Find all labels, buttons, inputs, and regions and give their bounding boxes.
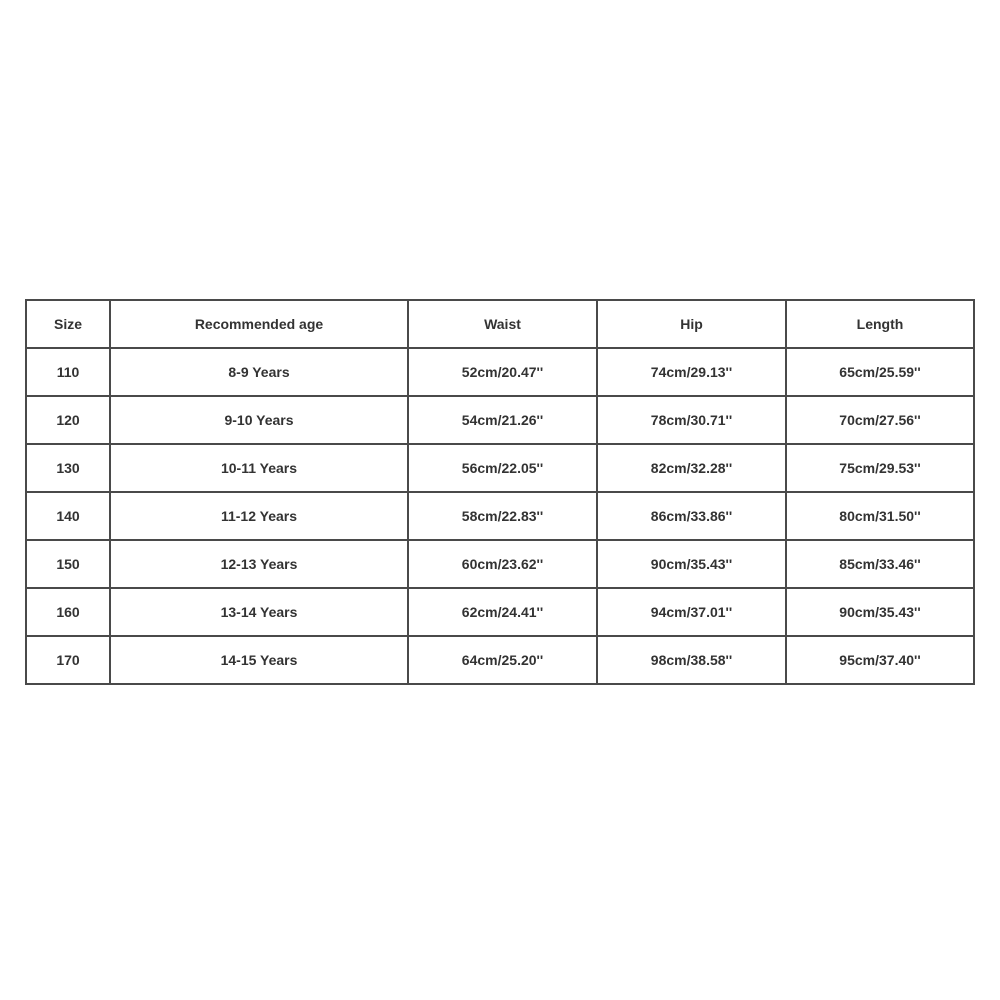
cell-hip: 94cm/37.01'' <box>597 588 786 636</box>
cell-length: 65cm/25.59'' <box>786 348 974 396</box>
cell-recommended-age: 14-15 Years <box>110 636 408 684</box>
cell-size: 170 <box>26 636 110 684</box>
cell-hip: 74cm/29.13'' <box>597 348 786 396</box>
cell-recommended-age: 9-10 Years <box>110 396 408 444</box>
cell-size: 110 <box>26 348 110 396</box>
table-row <box>26 444 974 492</box>
cell-waist: 62cm/24.41'' <box>408 588 597 636</box>
header-size: Size <box>26 300 110 348</box>
table-row <box>26 540 974 588</box>
cell-size: 150 <box>26 540 110 588</box>
cell-hip: 98cm/38.58'' <box>597 636 786 684</box>
cell-size: 130 <box>26 444 110 492</box>
cell-waist: 58cm/22.83'' <box>408 492 597 540</box>
cell-recommended-age: 10-11 Years <box>110 444 408 492</box>
cell-hip: 82cm/32.28'' <box>597 444 786 492</box>
cell-length: 80cm/31.50'' <box>786 492 974 540</box>
cell-length: 75cm/29.53'' <box>786 444 974 492</box>
cell-waist: 56cm/22.05'' <box>408 444 597 492</box>
cell-hip: 86cm/33.86'' <box>597 492 786 540</box>
cell-size: 140 <box>26 492 110 540</box>
header-length: Length <box>786 300 974 348</box>
cell-recommended-age: 11-12 Years <box>110 492 408 540</box>
cell-length: 85cm/33.46'' <box>786 540 974 588</box>
header-recommended-age: Recommended age <box>110 300 408 348</box>
cell-waist: 54cm/21.26'' <box>408 396 597 444</box>
cell-waist: 60cm/23.62'' <box>408 540 597 588</box>
cell-hip: 90cm/35.43'' <box>597 540 786 588</box>
cell-waist: 52cm/20.47'' <box>408 348 597 396</box>
table-row <box>26 396 974 444</box>
cell-recommended-age: 12-13 Years <box>110 540 408 588</box>
cell-length: 70cm/27.56'' <box>786 396 974 444</box>
table-row <box>26 492 974 540</box>
cell-length: 90cm/35.43'' <box>786 588 974 636</box>
cell-hip: 78cm/30.71'' <box>597 396 786 444</box>
table-row <box>26 588 974 636</box>
table-row <box>26 636 974 684</box>
header-waist: Waist <box>408 300 597 348</box>
header-hip: Hip <box>597 300 786 348</box>
size-chart-table <box>25 299 975 685</box>
cell-recommended-age: 13-14 Years <box>110 588 408 636</box>
table-row <box>26 348 974 396</box>
table-header-row <box>26 300 974 348</box>
cell-recommended-age: 8-9 Years <box>110 348 408 396</box>
cell-waist: 64cm/25.20'' <box>408 636 597 684</box>
cell-size: 120 <box>26 396 110 444</box>
cell-size: 160 <box>26 588 110 636</box>
cell-length: 95cm/37.40'' <box>786 636 974 684</box>
